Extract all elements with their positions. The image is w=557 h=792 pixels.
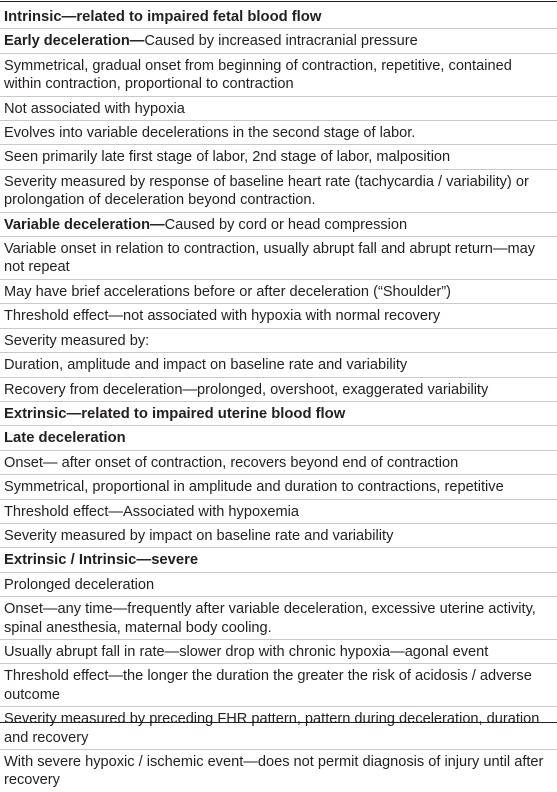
table-row: Duration, amplitude and impact on baseline rate and variability xyxy=(0,353,557,377)
row-text: Caused by increased intracranial pressure xyxy=(144,33,418,50)
table-top-rule xyxy=(0,1,557,2)
table-row: Onset— after onset of contraction, recovers beyond end of contraction xyxy=(0,451,557,475)
section-heading-extrinsic-intrinsic: Extrinsic / Intrinsic—severe xyxy=(0,548,557,572)
table-row: Threshold effect—the longer the duration the greater the risk of acidosis / adverse outcome xyxy=(0,664,557,707)
table-row xyxy=(0,29,557,53)
row-text: Caused by cord or head compression xyxy=(164,216,408,233)
table-row: Evolves into variable decelerations in the second stage of labor. xyxy=(0,121,557,145)
table-row: Threshold effect—not associated with hypoxia with normal recovery xyxy=(0,304,557,328)
row-label: Variable deceleration— xyxy=(4,216,165,233)
table-row: Severity measured by impact on baseline rate and variability xyxy=(0,524,557,548)
table-row: Symmetrical, proportional in amplitude and duration to contractions, repetitive xyxy=(0,475,557,499)
table-row: Seen primarily late first stage of labor, 2nd stage of labor, malposition xyxy=(0,145,557,169)
table-row: Severity measured by: xyxy=(0,329,557,353)
subheading-late-deceleration: Late deceleration xyxy=(0,426,557,450)
table-row: Severity measured by response of baseline heart rate (tachycardia / variability) or prolongation of deceleration beyond contraction. xyxy=(0,170,557,213)
table-row: Variable onset in relation to contraction, usually abrupt fall and abrupt return—may not repeat xyxy=(0,237,557,280)
table-row xyxy=(0,213,557,237)
table-row: With severe hypoxic / ischemic event—does not permit diagnosis of injury until after recovery xyxy=(4,754,544,789)
table-row: May have brief accelerations before or after deceleration (“Shoulder”) xyxy=(0,280,557,304)
row-label: Early deceleration— xyxy=(4,33,145,50)
table-row: Severity measured by preceding FHR pattern, pattern during deceleration, duration and recovery xyxy=(0,707,557,750)
table-row: Usually abrupt fall in rate—slower drop with chronic hypoxia—agonal event xyxy=(0,640,557,664)
table-row: Recovery from deceleration—prolonged, overshoot, exaggerated variability xyxy=(0,378,557,402)
table-row: Onset—any time—frequently after variable deceleration, excessive uterine activity, spinal anesthesia, maternal body cooling. xyxy=(0,597,557,640)
section-heading-extrinsic: Extrinsic—related to impaired uterine blood flow xyxy=(0,402,557,426)
table-row: Threshold effect—Associated with hypoxemia xyxy=(0,500,557,524)
table-row: Not associated with hypoxia xyxy=(0,97,557,121)
table-row: Prolonged deceleration xyxy=(0,573,557,597)
section-heading-intrinsic: Intrinsic—related to impaired fetal blood flow xyxy=(0,5,557,29)
table-body xyxy=(0,5,557,792)
table-bottom-rule xyxy=(0,722,557,723)
table-row: Symmetrical, gradual onset from beginning of contraction, repetitive, contained within contraction, proportional to contraction xyxy=(0,54,557,97)
